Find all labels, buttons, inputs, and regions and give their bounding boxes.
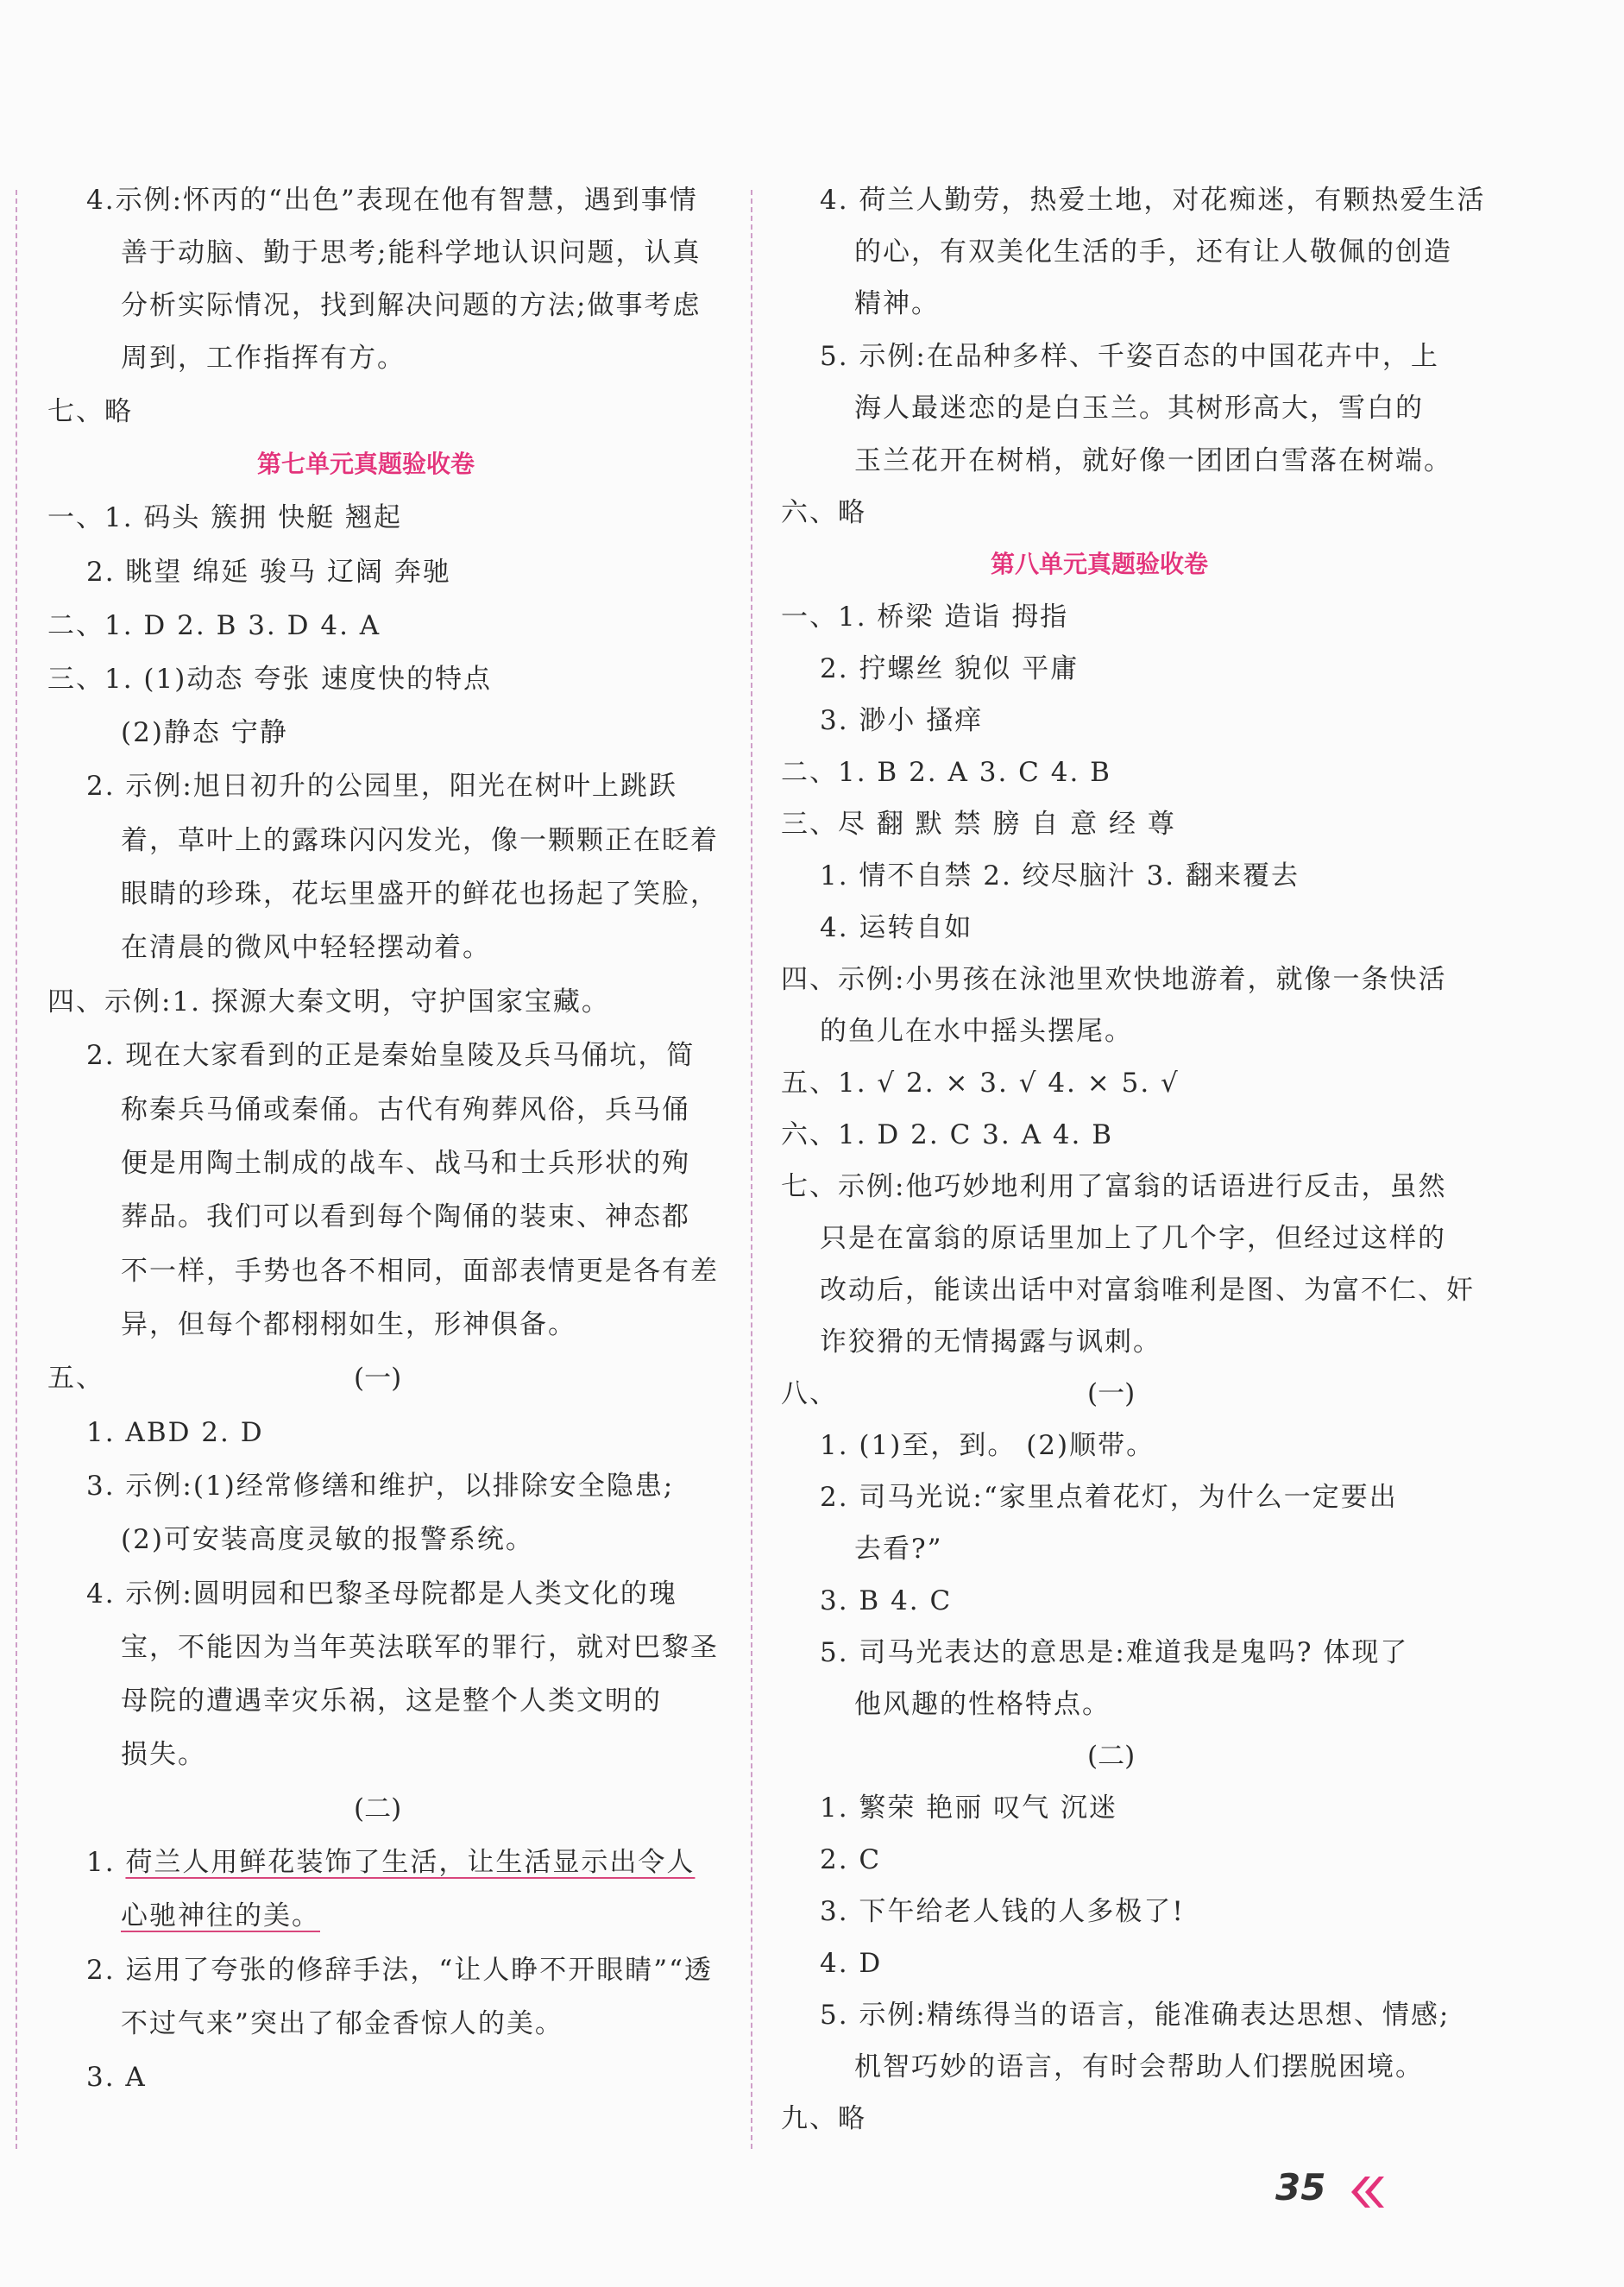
item-number: 1. <box>86 1847 126 1878</box>
answer-line: 玉兰花开在树梢，就好像一团团白雪落在树端。 <box>854 445 1452 476</box>
unit-7-heading: 第七单元真题验收卷 <box>257 450 475 478</box>
answer-line: 去看?” <box>854 1534 943 1565</box>
section-label: 八、 <box>781 1378 838 1409</box>
answer-line: 四、示例:1. 探源大秦文明，守护国家宝藏。 <box>47 986 610 1017</box>
answer-line: 4. D <box>820 1948 883 1979</box>
answer-line: 4. 示例:圆明园和巴黎圣母院都是人类文化的瑰 <box>86 1578 677 1610</box>
answer-line: 2. 拧螺丝 貌似 平庸 <box>820 653 1080 684</box>
answer-line: 5. 示例:在品种多样、千姿百态的中国花卉中，上 <box>820 341 1439 372</box>
answer-line: 分析实际情况，找到解决问题的方法;做事考虑 <box>121 290 702 321</box>
section-label: 七、略 <box>47 396 133 427</box>
answer-line: (2)静态 宁静 <box>121 717 288 748</box>
underlined-answer: 心驰神往的美。 <box>121 1900 320 1931</box>
column-divider <box>751 190 752 2149</box>
answer-line: 3. 渺小 搔痒 <box>820 705 984 736</box>
answer-line: 二、1. D 2. B 3. D 4. A <box>47 610 381 641</box>
answer-line: 1. 情不自禁 2. 绞尽脑汁 3. 翻来覆去 <box>820 860 1300 891</box>
answer-line: 异，但每个都栩栩如生，形神俱备。 <box>121 1309 576 1340</box>
answer-line: 1. ABD 2. D <box>86 1417 264 1448</box>
answer-line: 五、1. √ 2. × 3. √ 4. × 5. √ <box>781 1068 1180 1099</box>
unit-8-heading: 第八单元真题验收卷 <box>991 550 1209 578</box>
answer-line: 三、1. (1)动态 夸张 速度快的特点 <box>47 664 493 695</box>
answer-line: 六、1. D 2. C 3. A 4. B <box>781 1119 1114 1150</box>
answer-line: 他风趣的性格特点。 <box>854 1689 1111 1720</box>
answer-line: 3. 示例:(1)经常修缮和维护，以排除安全隐患; <box>86 1471 675 1502</box>
answer-line: 七、示例:他巧妙地利用了富翁的话语进行反击，虽然 <box>781 1171 1447 1202</box>
answer-line: 不过气来”突出了郁金香惊人的美。 <box>121 2008 563 2039</box>
section-label: 五、 <box>47 1363 104 1394</box>
answer-line: 便是用陶土制成的战车、战马和士兵形状的殉 <box>121 1148 690 1179</box>
answer-line: (2)可安装高度灵敏的报警系统。 <box>121 1524 534 1555</box>
answer-line: 3. B 4. C <box>820 1585 953 1616</box>
answer-line: 四、示例:小男孩在泳池里欢快地游着，就像一条快活 <box>781 964 1447 995</box>
underlined-answer: 荷兰人用鲜花装饰了生活，让生活显示出令人 <box>125 1847 696 1878</box>
left-margin-divider <box>16 190 17 2149</box>
answer-line: 只是在富翁的原话里加上了几个字，但经过这样的 <box>820 1223 1446 1254</box>
answer-line: 1. (1)至，到。 (2)顺带。 <box>820 1430 1155 1461</box>
answer-line: 着，草叶上的露珠闪闪发光，像一颗颗正在眨着 <box>121 825 719 856</box>
double-chevron-left-icon <box>1346 2173 1386 2211</box>
answer-line: 2. 现在大家看到的正是秦始皇陵及兵马俑坑，简 <box>86 1040 696 1071</box>
subsection-label: (二) <box>1087 1741 1136 1772</box>
answer-line: 诈狡猾的无情揭露与讽刺。 <box>820 1326 1161 1358</box>
answer-line: 眼睛的珍珠，花坛里盛开的鲜花也扬起了笑脸， <box>121 879 719 910</box>
answer-line: 5. 示例:精练得当的语言，能准确表达思想、情感; <box>820 2000 1451 2031</box>
answer-line: 2. C <box>820 1844 882 1875</box>
answer-line: 4. 荷兰人勤劳，热爱土地，对花痴迷，有颗热爱生活 <box>820 185 1486 216</box>
answer-line: 改动后，能读出话中对富翁唯利是图、为富不仁、奸 <box>820 1275 1475 1306</box>
answer-line: 精神。 <box>854 288 940 319</box>
answer-line: 一、1. 桥梁 造诣 拇指 <box>781 602 1069 633</box>
answer-line: 三、尽 翻 默 禁 膀 自 意 经 尊 <box>781 809 1176 840</box>
subsection-label: (一) <box>1087 1378 1136 1409</box>
answer-line: 不一样，手势也各不相同，面部表情更是各有差 <box>121 1256 719 1287</box>
answer-line: 善于动脑、勤于思考;能科学地认识问题，认真 <box>121 237 702 268</box>
answer-line: 的鱼儿在水中摇头摆尾。 <box>820 1016 1133 1047</box>
subsection-label: (一) <box>354 1363 402 1394</box>
subsection-label: (二) <box>354 1793 402 1824</box>
section-label: 九、略 <box>781 2103 866 2134</box>
answer-line: 机智巧妙的语言，有时会帮助人们摆脱困境。 <box>854 2051 1424 2082</box>
answer-line: 3. 下午给老人钱的人多极了! <box>820 1896 1185 1927</box>
page-number: 35 <box>1275 2166 1326 2208</box>
answer-line: 周到，工作指挥有方。 <box>121 343 406 374</box>
section-label: 六、略 <box>781 497 866 528</box>
answer-line: 海人最迷恋的是白玉兰。其树形高大，雪白的 <box>854 393 1424 424</box>
answer-line: 二、1. B 2. A 3. C 4. B <box>781 757 1111 788</box>
answer-line: 2. 示例:旭日初升的公园里，阳光在树叶上跳跃 <box>86 771 677 802</box>
answer-line: 4. 运转自如 <box>820 912 973 943</box>
answer-line: 2. 司马光说:“家里点着花灯，为什么一定要出 <box>820 1482 1398 1513</box>
answer-line: 2. 眺望 绵延 骏马 辽阔 奔驰 <box>86 557 451 588</box>
answer-line: 5. 司马光表达的意思是:难道我是鬼吗? 体现了 <box>820 1637 1409 1668</box>
answer-line: 称秦兵马俑或秦俑。古代有殉葬风俗，兵马俑 <box>121 1094 690 1125</box>
answer-line: 在清晨的微风中轻轻摆动着。 <box>121 932 491 963</box>
answer-line: 宝，不能因为当年英法联军的罪行，就对巴黎圣 <box>121 1632 719 1663</box>
answer-line: 损失。 <box>121 1739 206 1770</box>
answer-line: 4.示例:怀丙的“出色”表现在他有智慧，遇到事情 <box>86 185 698 216</box>
answer-line: 母院的遭遇幸灾乐祸，这是整个人类文明的 <box>121 1685 662 1717</box>
answer-line: 的心，有双美化生活的手，还有让人敬佩的创造 <box>854 236 1452 268</box>
answer-line: 3. A <box>86 2062 147 2093</box>
answer-line: 1. 繁荣 艳丽 叹气 沉迷 <box>820 1792 1117 1824</box>
answer-line: 一、1. 码头 簇拥 快艇 翘起 <box>47 502 402 533</box>
answer-line: 2. 运用了夸张的修辞手法，“让人睁不开眼睛”“透 <box>86 1955 713 1986</box>
answer-line: 葬品。我们可以看到每个陶俑的装束、神态都 <box>121 1201 690 1232</box>
answer-line <box>86 1845 695 1880</box>
